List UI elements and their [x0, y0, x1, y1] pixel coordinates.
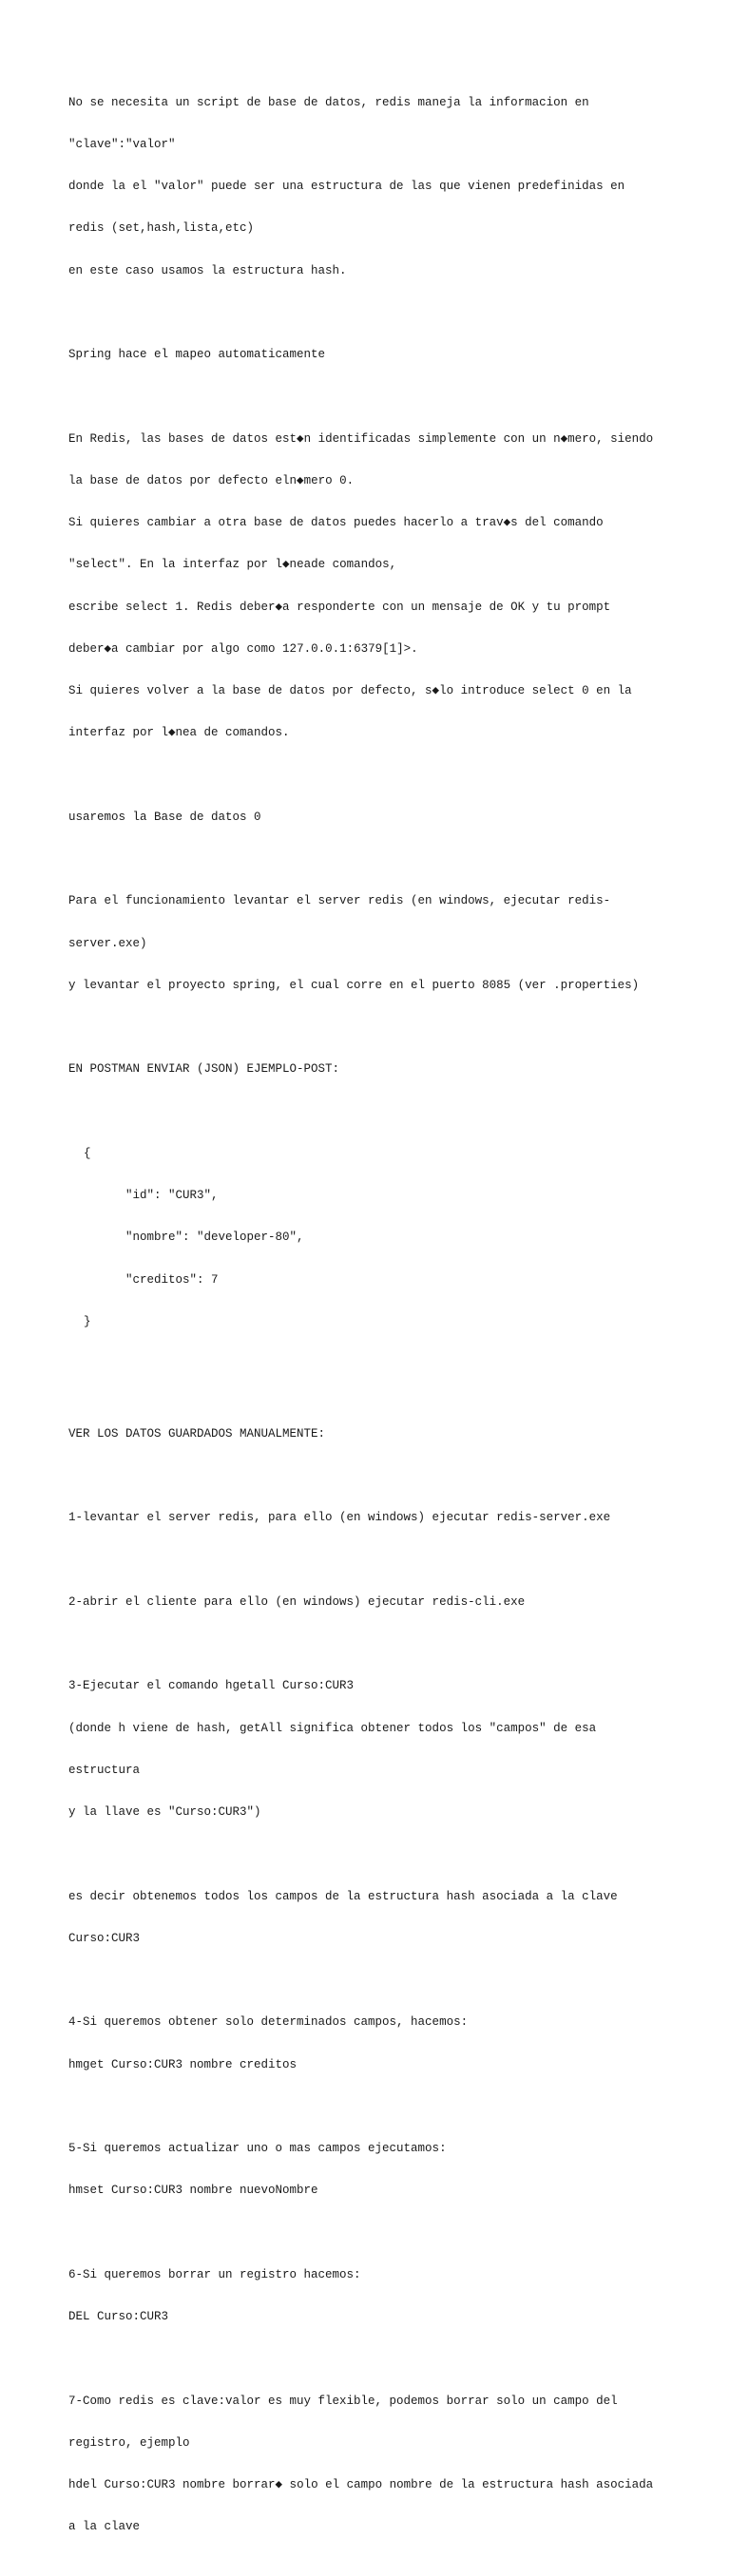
step-3	[68, 1651, 677, 1848]
spring-paragraph	[68, 320, 677, 391]
use-db-paragraph	[68, 782, 677, 852]
text-line: interfaz por l◆nea de comandos.	[68, 726, 290, 740]
text-line: Para el funcionamiento levantar el server redis (en windows, ejecutar redis-	[68, 894, 611, 908]
manual-heading	[68, 1399, 677, 1469]
command-line: hmget Curso:CUR3 nombre creditos	[68, 2057, 298, 2071]
json-line: "id": "CUR3",	[125, 1189, 219, 1202]
text-line: redis (set,hash,lista,etc)	[68, 221, 255, 236]
step-4	[68, 1988, 677, 2100]
text-line: 2-abrir el cliente para ello (en windows) ejecutar redis-cli.exe	[68, 1594, 526, 1609]
text-line: 5-Si queremos actualizar uno o mas campos ejecutamos:	[68, 2142, 447, 2155]
run-paragraph	[68, 867, 677, 1021]
text-line: En Redis, las bases de datos est◆n identificadas simplemente con un n◆mero, siendo	[68, 431, 654, 446]
text-line: a la clave	[68, 2520, 141, 2534]
text-line: y levantar el proyecto spring, el cual corre en el puerto 8085 (ver .properties)	[68, 978, 640, 992]
text-line: deber◆a cambiar por algo como 127.0.0.1:6379[1]>.	[68, 641, 418, 656]
command-line: hdel Curso:CUR3 nombre borrar◆ solo el campo nombre de la estructura hash asociada	[68, 2478, 654, 2491]
databases-paragraph	[68, 404, 677, 769]
text-line: donde la el "valor" puede ser una estructura de las que vienen predefinidas en	[68, 180, 625, 193]
step-1	[68, 1483, 677, 1554]
heading-line: VER LOS DATOS GUARDADOS MANUALMENTE:	[68, 1426, 326, 1441]
json-line: "nombre": "developer-80",	[125, 1231, 304, 1245]
step-6	[68, 2240, 677, 2352]
json-line: "creditos": 7	[125, 1272, 219, 1287]
command-line: DEL Curso:CUR3	[68, 2310, 169, 2323]
json-open-brace: {	[84, 1146, 91, 1160]
text-line: 3-Ejecutar el comando hgetall Curso:CUR3	[68, 1679, 355, 1693]
step-3-explanation	[68, 1861, 677, 1974]
text-line: registro, ejemplo	[68, 2435, 190, 2450]
text-line: 1-levantar el server redis, para ello (en windows) ejecutar redis-server.exe	[68, 1511, 611, 1525]
text-line: 7-Como redis es clave:valor es muy flexible, podemos borrar solo un campo del	[68, 2394, 618, 2408]
text-line: (donde h viene de hash, getAll significa obtener todos los "campos" de esa	[68, 1721, 597, 1735]
text-line: Si quieres volver a la base de datos por defecto, s◆lo introduce select 0 en la	[68, 684, 632, 697]
text-line: No se necesita un script de base de datos, redis maneja la informacion en	[68, 95, 589, 109]
document-body	[68, 67, 677, 2576]
text-line: server.exe)	[68, 936, 147, 950]
step-2	[68, 1567, 677, 1637]
text-line: Curso:CUR3	[68, 1931, 141, 1945]
intro-paragraph	[68, 67, 677, 306]
text-line: Si quieres cambiar a otra base de datos puedes hacerlo a trav◆s del comando	[68, 516, 604, 529]
postman-heading	[68, 1035, 677, 1105]
step-5	[68, 2114, 677, 2226]
json-close-brace: }	[84, 1314, 91, 1328]
text-line: usaremos la Base de datos 0	[68, 810, 261, 824]
text-line: y la llave es "Curso:CUR3")	[68, 1805, 261, 1819]
text-line: "select". En la interfaz por l◆neade comandos,	[68, 558, 397, 572]
step-7	[68, 2366, 677, 2563]
json-example-block	[68, 1118, 677, 1357]
text-line: "clave":"valor"	[68, 137, 176, 151]
command-line: hmset Curso:CUR3 nombre nuevoNombre	[68, 2184, 318, 2198]
text-line: estructura	[68, 1763, 141, 1777]
heading-line: EN POSTMAN ENVIAR (JSON) EJEMPLO-POST:	[68, 1062, 340, 1077]
text-line: 4-Si queremos obtener solo determinados campos, hacemos:	[68, 2015, 469, 2030]
text-line: la base de datos por defecto eln◆mero 0.	[68, 473, 355, 487]
text-line: escribe select 1. Redis deber◆a responderte con un mensaje de OK y tu prompt	[68, 600, 611, 614]
text-line: es decir obtenemos todos los campos de la estructura hash asociada a la clave	[68, 1889, 618, 1903]
text-line: 6-Si queremos borrar un registro hacemos:	[68, 2267, 361, 2281]
text-line: en este caso usamos la estructura hash.	[68, 263, 347, 277]
text-line: Spring hace el mapeo automaticamente	[68, 348, 326, 361]
